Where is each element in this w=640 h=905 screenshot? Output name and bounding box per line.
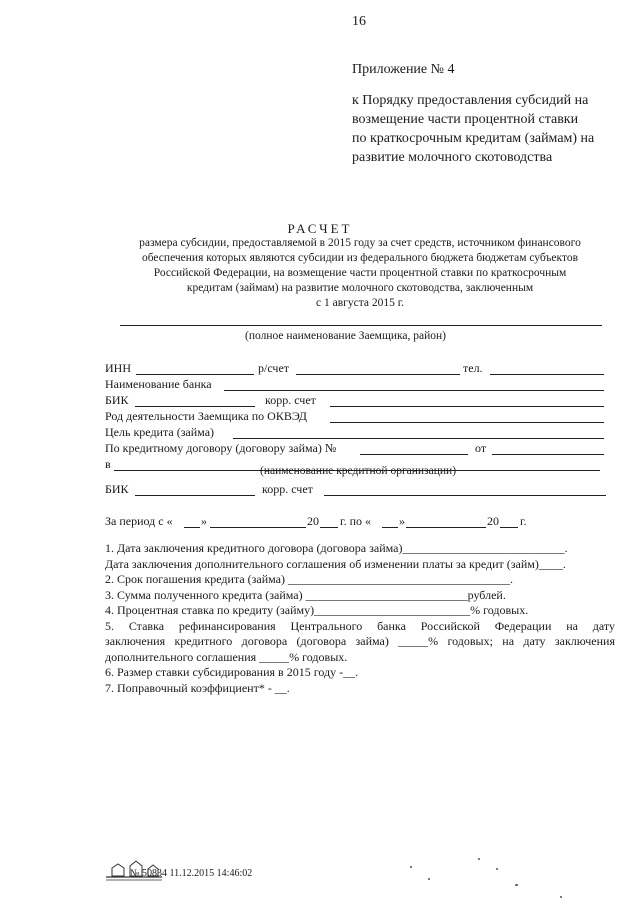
page-number: 16 bbox=[352, 14, 366, 29]
subtitle-line: размера субсидии, предоставляемой в 2015 году за счет средств, источником финансового bbox=[139, 237, 581, 249]
purpose-line: по краткосрочным кредитам (займам) на bbox=[352, 131, 595, 146]
scan-speck bbox=[496, 868, 498, 870]
calculation-items bbox=[105, 541, 615, 696]
contract-label: По кредитному договору (договору займа) № bbox=[105, 441, 337, 455]
document-title: РАСЧЕТ bbox=[287, 221, 353, 236]
contract-from-label: от bbox=[475, 441, 487, 455]
scan-speck bbox=[560, 896, 562, 898]
scan-speck bbox=[410, 866, 412, 868]
period-from-month-field[interactable] bbox=[210, 527, 306, 528]
inn-field[interactable] bbox=[136, 374, 254, 375]
period-year-prefix-2: 20 bbox=[487, 514, 499, 528]
period-close-quote-2: » bbox=[399, 514, 405, 528]
corr-account2-label: корр. счет bbox=[262, 482, 313, 496]
list-item: 5. Ставка рефинансирования Центрального банка Российской Федерации на дату bbox=[105, 618, 615, 633]
list-item: заключения кредитного договора (договора займа) _____% годовых; на дату заключения bbox=[105, 634, 615, 648]
period-to-month-field[interactable] bbox=[406, 527, 486, 528]
purpose-line: возмещение части процентной ставки bbox=[352, 112, 579, 127]
bik-field[interactable] bbox=[135, 406, 255, 407]
purpose-line: развитие молочного скотоводства bbox=[352, 150, 553, 165]
list-item: Дата заключения дополнительного соглашения об изменении платы за кредит (займ)____. bbox=[105, 556, 566, 571]
contract-number-field[interactable] bbox=[360, 454, 468, 455]
credit-purpose-label: Цель кредита (займа) bbox=[105, 425, 215, 439]
borrower-caption: (полное наименование Заемщика, район) bbox=[245, 330, 446, 342]
bik-label: БИК bbox=[105, 393, 129, 407]
scan-speck bbox=[428, 878, 430, 880]
period-to-year-field[interactable] bbox=[500, 527, 518, 528]
account-label: р/счет bbox=[258, 361, 290, 375]
list-item: 2. Срок погашения кредита (займа) _____________________________________. bbox=[105, 572, 513, 586]
document-registration: № 50834 11.12.2015 14:46:02 bbox=[130, 868, 253, 879]
contract-date-field[interactable] bbox=[492, 454, 604, 455]
period-label: За период с « bbox=[105, 514, 173, 528]
corr-account-field[interactable] bbox=[330, 406, 604, 407]
list-item: дополнительного соглашения _____% годовых. bbox=[105, 649, 348, 664]
period-to-label: г. по « bbox=[340, 514, 371, 528]
phone-label: тел. bbox=[463, 361, 483, 375]
period-year-suffix-2: г. bbox=[520, 514, 527, 528]
document-subtitle bbox=[100, 236, 620, 311]
credit-purpose-field[interactable] bbox=[233, 438, 604, 439]
corr-account2-field[interactable] bbox=[324, 495, 606, 496]
inn-label: ИНН bbox=[105, 361, 131, 375]
list-item: 7. Поправочный коэффициент* - __. bbox=[105, 680, 290, 695]
list-item: 1. Дата заключения кредитного договора (договора займа)___________________________. bbox=[105, 541, 568, 555]
activity-label: Род деятельности Заемщика по ОКВЭД bbox=[105, 409, 307, 423]
list-item: 3. Сумма полученного кредита (займа) ___________________________рублей. bbox=[105, 587, 506, 602]
phone-field[interactable] bbox=[490, 374, 604, 375]
activity-field[interactable] bbox=[330, 422, 604, 423]
period-from-year-field[interactable] bbox=[320, 527, 338, 528]
corr-account-label: корр. счет bbox=[265, 393, 316, 407]
list-item: 4. Процентная ставка по кредиту (займу)__________________________% годовых. bbox=[105, 603, 529, 617]
list-item: 6. Размер ставки субсидирования в 2015 году -__. bbox=[105, 665, 359, 679]
purpose-line: к Порядку предоставления субсидий на bbox=[352, 93, 589, 108]
borrower-name-field[interactable] bbox=[120, 325, 602, 326]
scan-speck bbox=[515, 884, 518, 886]
period-year-prefix: 20 bbox=[307, 514, 319, 528]
bank-name-field[interactable] bbox=[224, 390, 604, 391]
subtitle-line: обеспечения которых являются субсидии из федерального бюджета бюджетам субъектов bbox=[141, 252, 579, 264]
subtitle-line: с 1 августа 2015 г. bbox=[315, 297, 405, 309]
appendix-purpose bbox=[352, 91, 594, 167]
credit-org-in-label: в bbox=[105, 457, 111, 471]
bank-name-label: Наименование банка bbox=[105, 377, 212, 391]
credit-org-caption: (наименование кредитной организации) bbox=[260, 465, 457, 477]
period-from-day-field[interactable] bbox=[184, 527, 200, 528]
subtitle-line: Российской Федерации, на возмещение части процентной ставки по краткосрочным bbox=[153, 267, 567, 279]
scan-speck bbox=[478, 858, 480, 860]
period-to-day-field[interactable] bbox=[382, 527, 398, 528]
bik2-label: БИК bbox=[105, 482, 129, 496]
appendix-title: Приложение № 4 bbox=[352, 62, 455, 77]
period-close-quote: » bbox=[201, 514, 207, 528]
account-field[interactable] bbox=[296, 374, 460, 375]
subtitle-line: кредитам (займам) на развитие молочного скотоводства, заключенным bbox=[186, 282, 534, 294]
bik2-field[interactable] bbox=[135, 495, 255, 496]
